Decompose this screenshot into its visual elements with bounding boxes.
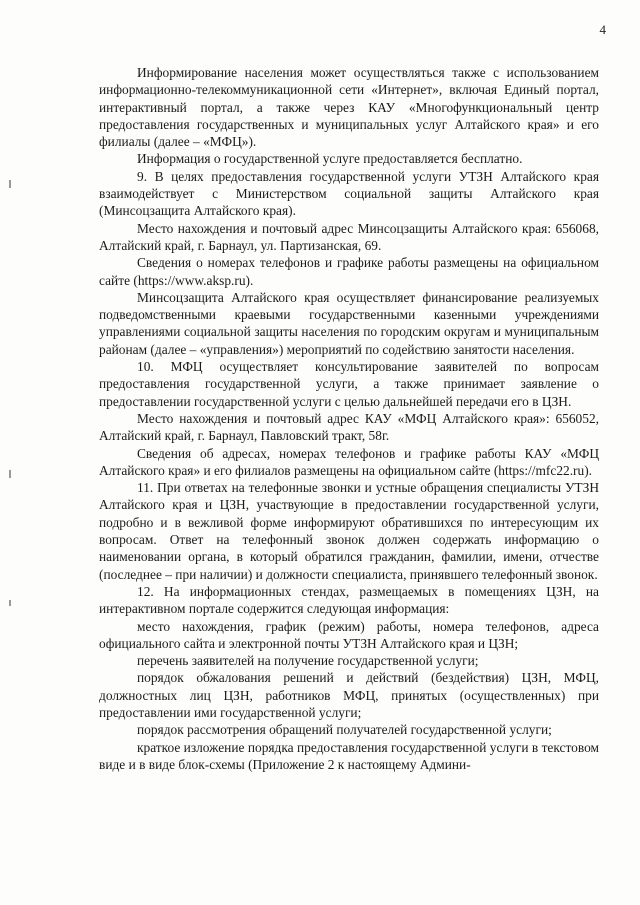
scan-margin-mark [9, 180, 11, 188]
paragraph: Место нахождения и почтовый адрес КАУ «МФЦ Алтайского края»: 656052, Алтайский край, г. Барнаул, Павловский тракт, 58г. [99, 410, 599, 444]
list-item: краткое изложение порядка предоставления государственной услуги в текстовом виде и в виде блок-схемы (Приложение 2 к настоящему Админи- [99, 739, 599, 772]
paragraph: Место нахождения и почтовый адрес Минсоцзащиты Алтайского края: 656068, Алтайский край, г. Барнаул, ул. Партизанская, 69. [99, 220, 599, 253]
paragraph: 11. При ответах на телефонные звонки и устные обращения специалисты УТЗН Алтайского края и ЦЗН, участвующие в предоставлении государственной услуги, подробно и в вежливой форме информируют обратившихся по интересующим их вопросам. Ответ на телефонный звонок должен содержать информацию о наименовании органа, в который обратился гражданин, фамилии, имени, отчестве (последнее – при наличии) и должности специалиста, принявшего телефонный звонок. [99, 480, 599, 582]
scan-margin-mark [9, 470, 11, 478]
list-item: перечень заявителей на получение государственной услуги; [137, 653, 479, 669]
document-body [99, 64, 599, 773]
list-item: порядок рассмотрения обращений получателей государственной услуги; [137, 722, 552, 738]
paragraph: Сведения об адресах, номерах телефонов и графике работы КАУ «МФЦ Алтайского края» и его филиалов размещены на официальном сайте (https://mfc22.ru). [99, 445, 599, 478]
list-item: порядок обжалования решений и действий (бездействия) ЦЗН, МФЦ, должностных лиц ЦЗН, работников МФЦ, принятых (осуществленных) при предоставлении ими государственной услуги; [99, 670, 599, 720]
paragraph: Информация о государственной услуге предоставляется бесплатно. [137, 151, 523, 167]
paragraph: Сведения о номерах телефонов и графике работы размещены на официальном сайте (https://www.aksp.ru). [99, 255, 599, 288]
list-item: место нахождения, график (режим) работы, номера телефонов, адреса официального сайта и электронной почты УТЗН Алтайского края и ЦЗН; [99, 618, 599, 651]
paragraph: 9. В целях предоставления государственной услуги УТЗН Алтайского края взаимодействует с Министерством социальной защиты Алтайского края (Минсоцзащита Алтайского края). [99, 168, 599, 219]
page-number: 4 [599, 22, 606, 37]
scan-margin-mark [9, 600, 11, 606]
paragraph: 12. На информационных стендах, размещаемых в помещениях ЦЗН, на интерактивном портале содержится следующая информация: [99, 583, 599, 617]
paragraph: Минсоцзащита Алтайского края осуществляет финансирование реализуемых подведомственными краевыми государственными казенными учреждениями управлениями социальной защиты населения по городским округам и муниципальным районам (далее – «управления») мероприятий по содействию занятости населения. [99, 289, 599, 357]
paragraph: 10. МФЦ осуществляет консультирование заявителей по вопросам предоставления государственной услуги, а также принимает заявление о предоставлении государственной услуги с целью дальнейшей передачи его в ЦЗН. [99, 359, 599, 409]
paragraph: Информирование населения может осуществляться также с использованием информационно-телекоммуникационной сети «Интернет», включая Единый портал, интерактивный портал, а также через КАУ «Многофункциональный центр предоставления государственных и муниципальных услуг Алтайского края» и его филиалы (далее – «МФЦ»). [99, 65, 599, 150]
